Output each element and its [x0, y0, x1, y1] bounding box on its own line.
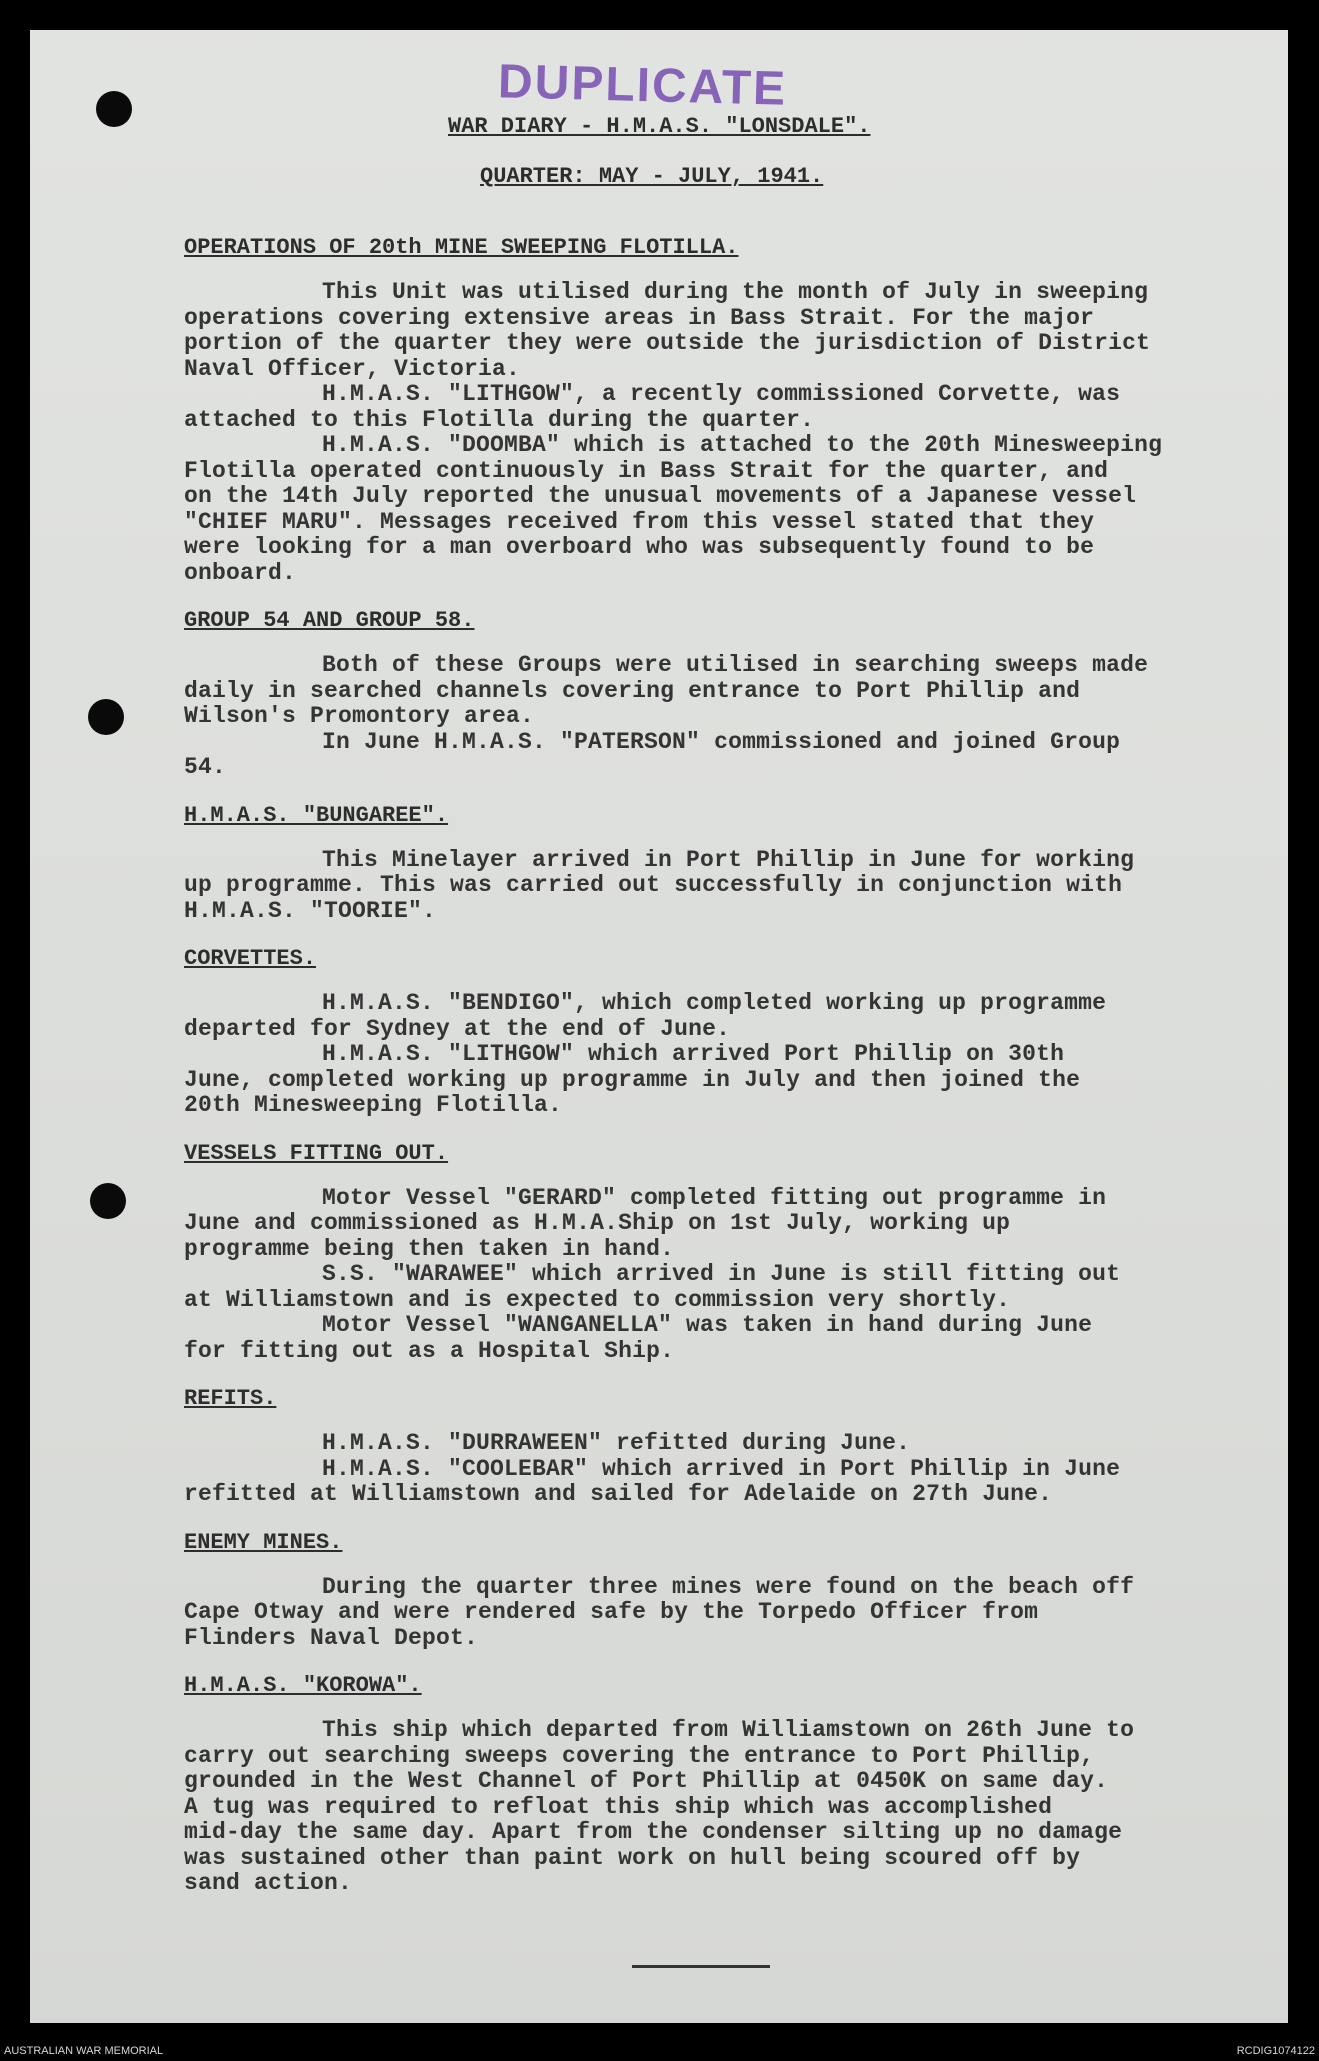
text-line: were looking for a man overboard who was subsequently found to be — [184, 534, 1095, 560]
text-line: Both of these Groups were utilised in searching sweeps made — [322, 652, 1149, 678]
text-line: mid-day the same day. Apart from the condenser silting up no damage — [184, 1819, 1123, 1845]
text-line: attached to this Flotilla during the quarter. — [184, 406, 815, 433]
text-line: Wilson's Promontory area. — [184, 703, 535, 729]
section-heading: H.M.A.S. "KOROWA". — [184, 1673, 422, 1698]
document-page — [30, 30, 1288, 2023]
text-line: operations covering extensive areas in Bass Strait. For the major — [184, 304, 1095, 331]
punch-hole-top — [96, 91, 132, 127]
diary-section — [184, 946, 1264, 1119]
text-line: June and commissioned as H.M.A.Ship on 1st July, working up — [184, 1210, 1011, 1236]
text-line: Flinders Naval Depot. — [184, 1624, 479, 1651]
section-heading: VESSELS FITTING OUT. — [184, 1140, 449, 1166]
diary-section — [184, 608, 1264, 781]
section-heading: H.M.A.S. "BUNGAREE". — [184, 802, 449, 828]
text-line: sand action. — [184, 1870, 353, 1896]
text-line: Motor Vessel "GERARD" completed fitting out programme in — [322, 1184, 1107, 1211]
text-line: Flotilla operated continuously in Bass Strait for the quarter, and — [184, 457, 1109, 484]
text-line: This Minelayer arrived in Port Phillip in June for working — [322, 846, 1135, 873]
text-line: 54. — [184, 754, 227, 780]
section-heading: ENEMY MINES. — [184, 1529, 343, 1555]
text-line: H.M.A.S. "COOLEBAR" which arrived in Port Phillip in June — [322, 1455, 1121, 1482]
text-line: H.M.A.S. "DURRAWEEN" refitted during June. — [322, 1430, 911, 1456]
duplicate-stamp: DUPLICATE — [497, 55, 788, 116]
diary-body — [184, 235, 1264, 1919]
text-line: departed for Sydney at the end of June. — [184, 1015, 731, 1042]
text-line: Naval Officer, Victoria. — [184, 355, 521, 382]
text-line: In June H.M.A.S. "PATERSON" commissioned and joined Group — [322, 728, 1121, 755]
text-line: for fitting out as a Hospital Ship. — [184, 1337, 675, 1364]
text-line: H.M.A.S. "TOORIE". — [184, 897, 437, 924]
text-line: June, completed working up programme in July and then joined the — [184, 1066, 1081, 1093]
text-line: Motor Vessel "WANGANELLA" was taken in hand during June — [322, 1312, 1093, 1338]
text-line: H.M.A.S. "LITHGOW", a recently commissioned Corvette, was — [322, 381, 1121, 407]
text-line: 20th Minesweeping Flotilla. — [184, 1092, 563, 1118]
diary-section — [184, 235, 1264, 586]
diary-section — [184, 1673, 1264, 1897]
text-line: programme being then taken in hand. — [184, 1235, 675, 1262]
punch-hole-bottom — [90, 1183, 126, 1219]
text-line: up programme. This was carried out successfully in conjunction with — [184, 872, 1123, 898]
punch-hole-middle — [88, 699, 124, 735]
diary-section — [184, 1386, 1264, 1508]
text-line: grounded in the West Channel of Port Phillip at 0450K on same day. — [184, 1768, 1109, 1794]
text-line: daily in searched channels covering entrance to Port Phillip and — [184, 677, 1081, 704]
text-line: was sustained other than paint work on hull being scoured off by — [184, 1844, 1081, 1871]
text-line: onboard. — [184, 559, 297, 586]
text-line: H.M.A.S. "BENDIGO", which completed working up programme — [322, 990, 1107, 1016]
section-heading: REFITS. — [184, 1386, 277, 1411]
footer-record-id: RCDIG1074122 — [1236, 2045, 1315, 2057]
section-heading: CORVETTES. — [184, 946, 317, 971]
document-title: WAR DIARY - H.M.A.S. "LONSDALE". — [448, 114, 871, 139]
text-line: This Unit was utilised during the month of July in sweeping — [322, 279, 1149, 305]
diary-section — [184, 1141, 1264, 1365]
footer-archive-name: AUSTRALIAN WAR MEMORIAL — [4, 2045, 164, 2057]
text-line: on the 14th July reported the unusual movements of a Japanese vessel — [184, 483, 1137, 509]
text-line: S.S. "WARAWEE" which arrived in June is still fitting out — [322, 1261, 1121, 1287]
diary-section — [184, 803, 1264, 925]
text-line: at Williamstown and is expected to commission very shortly. — [184, 1286, 1011, 1313]
text-line: "CHIEF MARU". Messages received from this vessel stated that they — [184, 508, 1095, 535]
text-line: This ship which departed from Williamstown on 26th June to — [322, 1717, 1135, 1743]
text-line: portion of the quarter they were outside the jurisdiction of District — [184, 330, 1151, 356]
text-line: carry out searching sweeps covering the entrance to Port Phillip, — [184, 1742, 1095, 1769]
text-line: During the quarter three mines were found on the beach off — [322, 1573, 1135, 1600]
quarter-heading: QUARTER: MAY - JULY, 1941. — [480, 164, 824, 189]
section-heading: GROUP 54 AND GROUP 58. — [184, 608, 475, 633]
diary-section — [184, 1530, 1264, 1652]
text-line: refitted at Williamstown and sailed for Adelaide on 27th June. — [184, 1481, 1053, 1507]
text-line: H.M.A.S. "LITHGOW" which arrived Port Phillip on 30th — [322, 1041, 1065, 1067]
section-heading: OPERATIONS OF 20th MINE SWEEPING FLOTILLA. — [184, 235, 739, 260]
text-line: Cape Otway and were rendered safe by the Torpedo Officer from — [184, 1599, 1039, 1625]
text-line: A tug was required to refloat this ship which was accomplished — [184, 1793, 1053, 1820]
end-rule — [632, 1965, 770, 1968]
text-line: H.M.A.S. "DOOMBA" which is attached to the 20th Minesweeping — [322, 432, 1163, 458]
